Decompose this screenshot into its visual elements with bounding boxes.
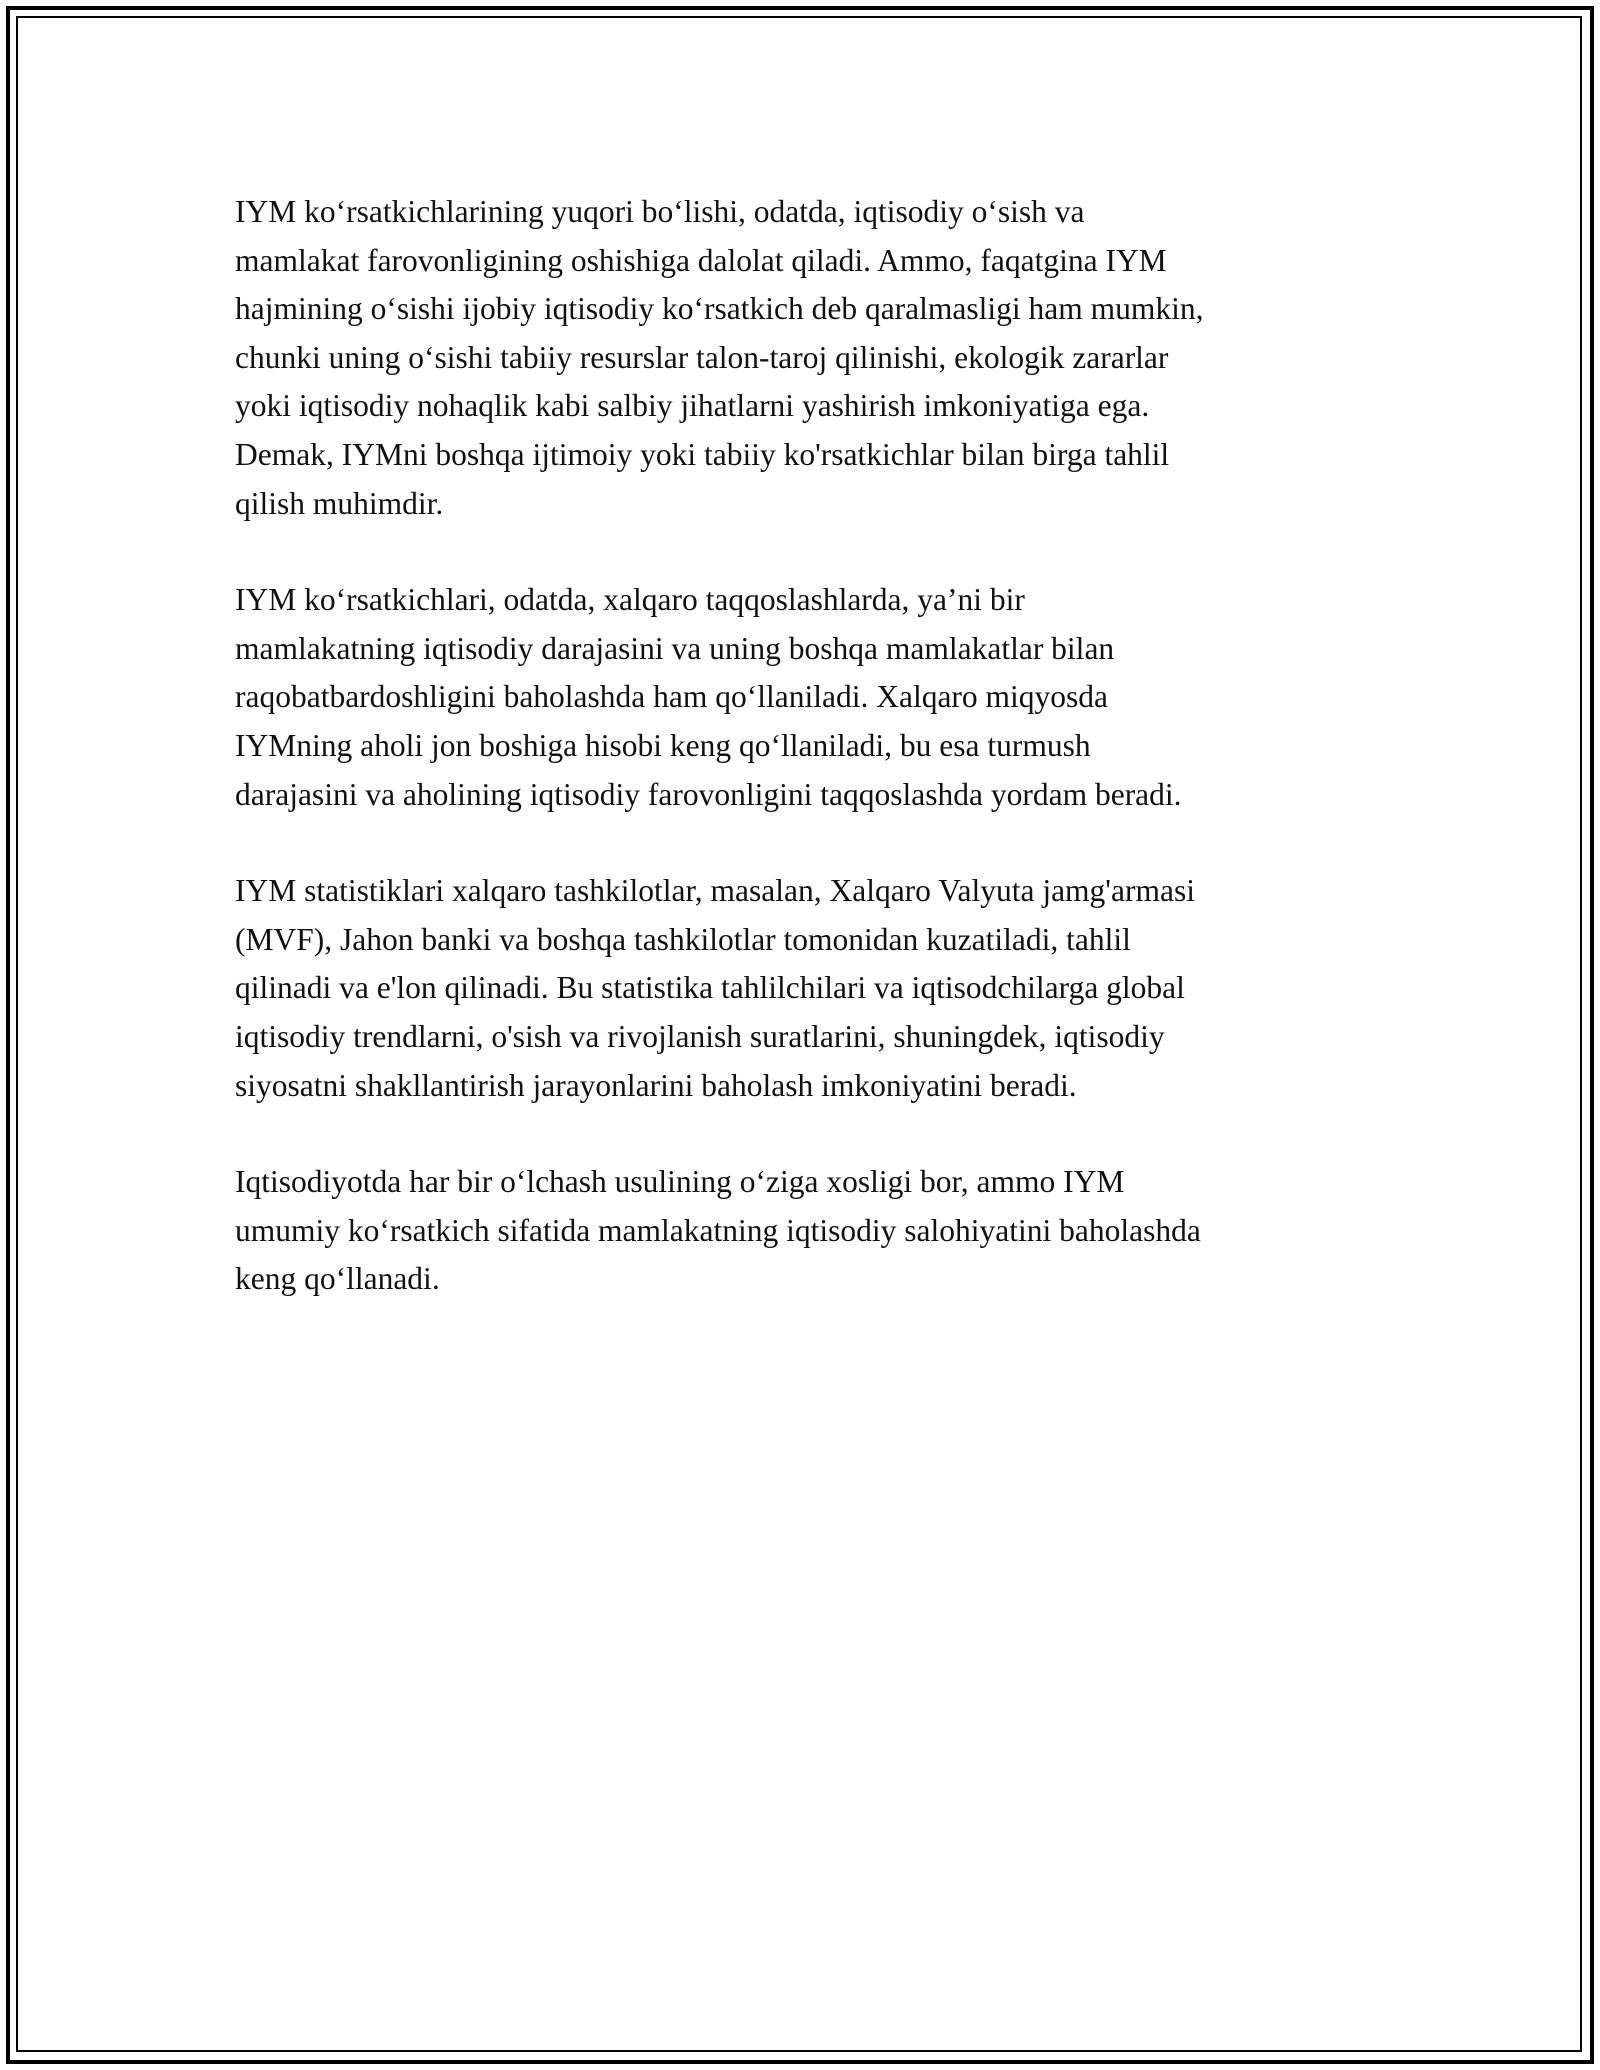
- paragraph-3: IYM statistiklari xalqaro tashkilotlar, masalan, Xalqaro Valyuta jamg'armasi (MVF), Jahon banki va boshqa tashkilotlar tomonidan kuzatiladi, tahlil qilinadi va e'lon qilinadi. Bu statistika tahlilchilari va iqtisodchilarga global iqtisodiy trendlarni, o'sish va rivojlanish suratlarini, shuningdek, iqtisodiy siyosatni shakllantirish jarayonlarini baholash imkoniyatini beradi.: [235, 873, 1195, 1103]
- paragraph-2: IYM ko‘rsatkichlari, odatda, xalqaro taqqoslashlarda, ya’ni bir mamlakatning iqtisodiy darajasini va uning boshqa mamlakatlar bilan raqobatbardoshligini baholashda ham qo‘llaniladi. Xalqaro miqyosda IYMning aholi jon boshiga hisobi keng qo‘llaniladi, bu esa turmush darajasini va aholining iqtisodiy farovonligini taqqoslashda yordam beradi.: [235, 582, 1182, 812]
- document-body: [235, 188, 1375, 1352]
- paragraph-4: Iqtisodiyotda har bir o‘lchash usulining o‘ziga xosligi bor, ammo IYM umumiy ko‘rsatkich sifatida mamlakatning iqtisodiy salohiyatini baholashda keng qo‘llanadi.: [235, 1164, 1201, 1297]
- paragraph-1: IYM ko‘rsatkichlarining yuqori bo‘lishi, odatda, iqtisodiy o‘sish va mamlakat farovonligining oshishiga dalolat qiladi. Ammo, faqatgina IYM hajmining o‘sishi ijobiy iqtisodiy ko‘rsatkich deb qaralmasligi ham mumkin, chunki uning o‘sishi tabiiy resurslar talon-taroj qilinishi, ekologik zararlar yoki iqtisodiy nohaqlik kabi salbiy jihatlarni yashirish imkoniyatiga ega. Demak, IYMni boshqa ijtimoiy yoki tabiiy ko'rsatkichlar bilan birga tahlil qilish muhimdir.: [235, 194, 1204, 521]
